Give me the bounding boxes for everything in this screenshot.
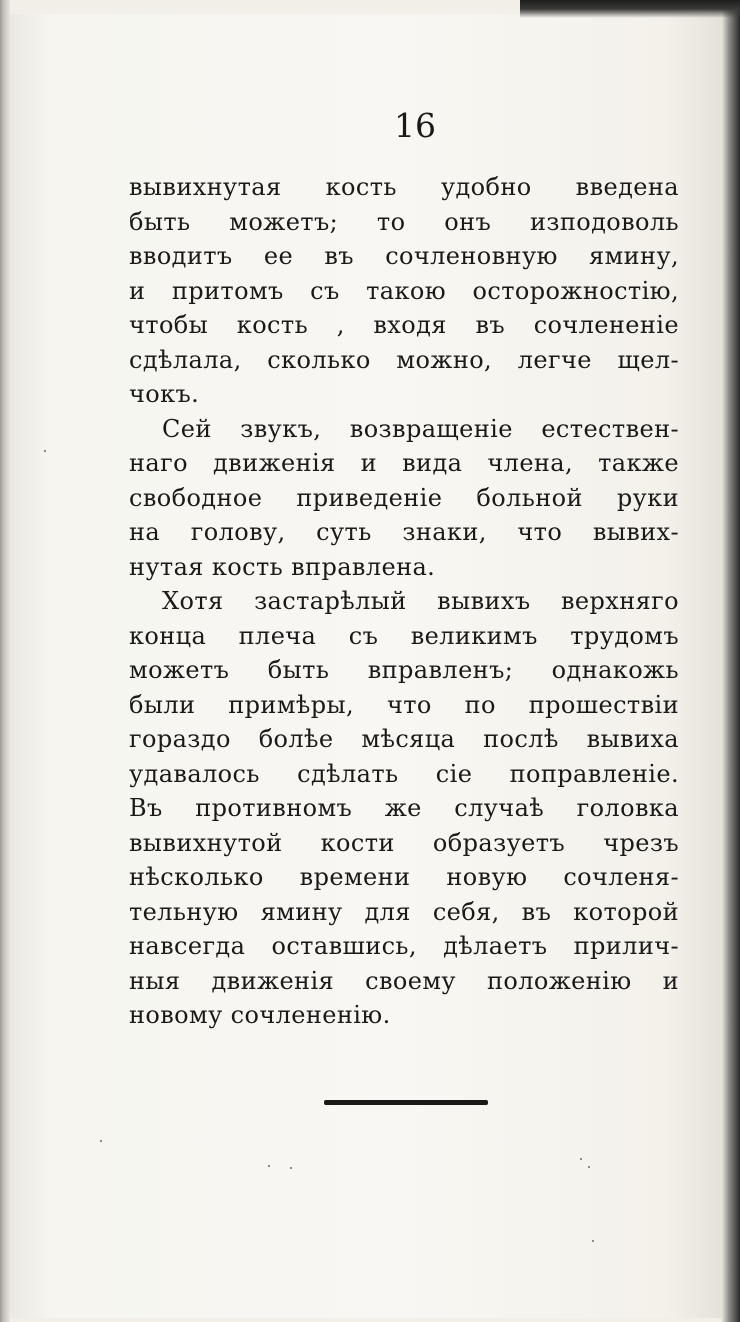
text-line: были примѣры, что по прошествіи (129, 690, 679, 719)
text-line: сдѣлала, сколько можно, легче щел- (129, 345, 679, 374)
text-line: новому сочлененію. (129, 1001, 391, 1029)
decorative-rule (324, 1100, 488, 1105)
text-line: наго движенія и вида члена, также (129, 449, 679, 477)
text-line: быть можетъ; то онъ изподоволь (129, 207, 679, 236)
text-line: вывихнутая кость удобно введена (129, 173, 679, 201)
page-edge-shadow (722, 0, 740, 1322)
body-text (129, 170, 679, 1033)
text-line: чокъ. (129, 380, 200, 408)
text-line: чтобы кость , входя въ сочлененіе (129, 311, 679, 339)
text-line: ныя движенія своему положенію и (129, 966, 679, 995)
text-line: можетъ быть вправленъ; однакожь (129, 656, 679, 684)
text-line: конца плеча съ великимъ трудомъ (129, 621, 679, 650)
text-line: Въ противномъ же случаѣ головка (129, 794, 679, 822)
text-line: навсегда оставшись, дѣлаетъ прилич- (129, 932, 679, 960)
text-line: тельную ямину для себя, въ которой (129, 897, 679, 926)
text-line: удавалось сдѣлать сіе поправленіе. (129, 759, 679, 788)
binding-shadow (0, 0, 10, 1322)
text-line: гораздо болѣе мѣсяца послѣ вывиха (129, 725, 679, 753)
text-line: на голову, суть знаки, что вывих- (129, 518, 679, 546)
top-edge-shadow (520, 0, 740, 18)
paragraph-first-line: Сей звукъ, возвращеніе естествен- (162, 414, 679, 443)
paragraph-first-line: Хотя застарѣлый вывихъ верхняго (162, 587, 679, 615)
text-line: нутая кость вправлена. (129, 552, 436, 581)
text-line: нѣсколько времени новую сочленя- (129, 863, 679, 891)
text-line: вывихнутой кости образуетъ чрезъ (129, 828, 679, 857)
text-line: вводитъ ее въ сочленовную ямину, (129, 242, 679, 270)
text-line: и притомъ съ такою осторожностію, (129, 276, 679, 305)
text-line: свободное приведеніе больной руки (129, 483, 679, 512)
page-number: 16 (394, 106, 436, 145)
